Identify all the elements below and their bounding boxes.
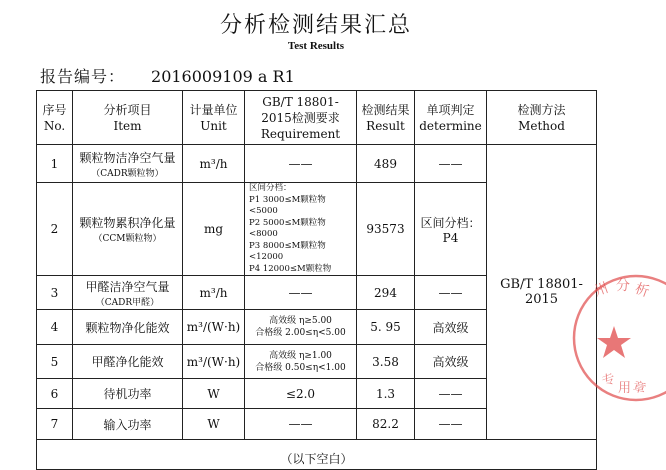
header-method: 检测方法 Method xyxy=(487,91,597,145)
header-requirement: GB/T 18801-2015检测要求 Requirement xyxy=(245,91,357,145)
cell-item: 输入功率 xyxy=(73,409,183,440)
svg-text:章: 章 xyxy=(630,379,648,398)
header-row xyxy=(37,91,597,145)
cell-requirement: ≤2.0 xyxy=(245,379,357,409)
cell-no: 5 xyxy=(37,345,73,379)
cell-unit: mg xyxy=(183,183,245,276)
cell-requirement: —— xyxy=(245,409,357,440)
results-table xyxy=(36,90,597,470)
cell-determine: —— xyxy=(415,276,487,310)
cell-determine: —— xyxy=(415,379,487,409)
cell-item: 颗粒物净化能效 xyxy=(73,310,183,345)
document-subtitle: Test Results xyxy=(287,40,345,52)
cell-item: 颗粒物洁净空气量 （CADR颗粒物） xyxy=(73,145,183,183)
cell-unit: m³/(W·h) xyxy=(183,310,245,345)
cell-determine: —— xyxy=(415,409,487,440)
cell-result: 1.3 xyxy=(357,379,415,409)
report-number: 2016009109 a R1 xyxy=(151,67,295,86)
footer-row xyxy=(37,440,597,470)
cell-unit: m³/h xyxy=(183,145,245,183)
cell-determine: 区间分档： P4 xyxy=(415,183,487,276)
cell-requirement: —— xyxy=(245,276,357,310)
blank-below-note: （以下空白） xyxy=(37,440,597,470)
seal-star-icon xyxy=(597,326,631,358)
cell-no: 6 xyxy=(37,379,73,409)
cell-method: GB/T 18801-2015 xyxy=(487,145,597,440)
cell-item: 颗粒物累积净化量 （CCM颗粒物） xyxy=(73,183,183,276)
cell-result: 294 xyxy=(357,276,415,310)
cell-unit: m³/(W·h) xyxy=(183,345,245,379)
header-seq: 序号 No. xyxy=(37,91,73,145)
report-number-label: 报告编号： xyxy=(40,67,126,86)
cell-determine: —— xyxy=(415,145,487,183)
cell-result: 3.58 xyxy=(357,345,415,379)
cell-unit: W xyxy=(183,409,245,440)
header-result: 检测结果 Result xyxy=(357,91,415,145)
svg-text:州: 州 xyxy=(591,279,611,300)
cell-requirement: 高效级 η≥1.00 合格级 0.50≤η<1.00 xyxy=(245,345,357,379)
cell-no: 4 xyxy=(37,310,73,345)
cell-result: 5. 95 xyxy=(357,310,415,345)
cell-no: 3 xyxy=(37,276,73,310)
cell-no: 2 xyxy=(37,183,73,276)
cell-result: 489 xyxy=(357,145,415,183)
cell-item: 待机功率 xyxy=(73,379,183,409)
cell-result: 93573 xyxy=(357,183,415,276)
cell-unit: W xyxy=(183,379,245,409)
cell-item: 甲醛洁净空气量 （CADR甲醛） xyxy=(73,276,183,310)
cell-requirement: 区间分档： P1 3000≤M颗粒物<5000 P2 5000≤M颗粒物<8000 P3 8000≤M颗粒物<12000 P4 12000≤M颗粒物 xyxy=(245,183,357,276)
cell-no: 1 xyxy=(37,145,73,183)
document-title: 分析检测结果汇总 xyxy=(219,13,412,38)
cell-requirement: 高效级 η≥5.00 合格级 2.00≤η<5.00 xyxy=(245,310,357,345)
cell-determine: 高效级 xyxy=(415,345,487,379)
svg-text:分: 分 xyxy=(616,278,630,294)
header-unit: 计量单位 Unit xyxy=(183,91,245,145)
cell-no: 7 xyxy=(37,409,73,440)
cell-requirement: —— xyxy=(245,145,357,183)
report-number-line xyxy=(40,64,295,87)
cell-determine: 高效级 xyxy=(415,310,487,345)
header-determine: 单项判定 determine xyxy=(415,91,487,145)
svg-text:专: 专 xyxy=(600,371,618,390)
cell-unit: m³/h xyxy=(183,276,245,310)
svg-text:析: 析 xyxy=(632,280,652,301)
cell-result: 82.2 xyxy=(357,409,415,440)
svg-text:用: 用 xyxy=(618,381,632,396)
header-item: 分析项目 Item xyxy=(73,91,183,145)
cell-item: 甲醛净化能效 xyxy=(73,345,183,379)
table-row xyxy=(37,145,597,183)
